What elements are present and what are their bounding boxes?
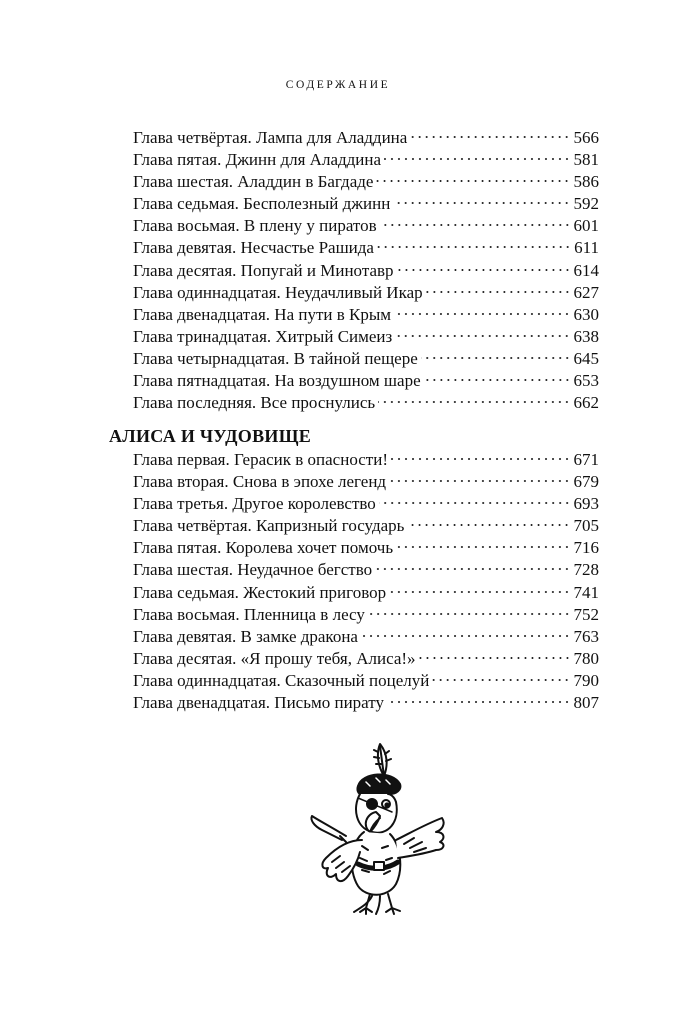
toc-entry-title: Глава шестая. Неудачное бегство — [133, 560, 373, 580]
toc-entry-page: 693 — [573, 494, 599, 514]
toc-entry — [133, 493, 599, 515]
toc-entry-title: Глава тринадцатая. Хитрый Симеиз — [133, 326, 393, 346]
toc-list-part2 — [133, 449, 599, 714]
toc-entry — [133, 559, 599, 581]
toc-entry-title: Глава первая. Герасик в опасности! — [133, 450, 388, 469]
toc-entry — [133, 582, 599, 604]
toc-entry-title: Глава десятая. «Я прошу тебя, Алиса!» — [133, 648, 416, 668]
toc-entry — [133, 392, 599, 414]
toc-entry-title: Глава восьмая. В плену у пиратов — [133, 216, 377, 236]
toc-entry-page: 752 — [573, 604, 599, 624]
toc-entry-page: 630 — [573, 304, 599, 324]
toc-entry-page: 763 — [573, 626, 599, 646]
toc-entry — [133, 304, 599, 326]
toc-leader-dots — [393, 201, 570, 205]
toc-entry-title: Глава пятнадцатая. На воздушном шаре — [133, 371, 421, 391]
toc-leader-dots — [361, 634, 571, 638]
toc-entry — [133, 260, 599, 282]
toc-entry-page: 566 — [573, 128, 599, 147]
toc-entry-page: 581 — [573, 150, 599, 170]
toc-entry-title: Глава двенадцатая. На пути в Крым — [133, 304, 392, 324]
toc-leader-dots — [410, 135, 570, 139]
toc-leader-dots — [396, 545, 570, 549]
toc-entry-page: 741 — [573, 582, 599, 602]
toc-entry-page: 653 — [573, 371, 599, 391]
toc-leader-dots — [419, 656, 571, 660]
toc-entry — [133, 326, 599, 348]
toc-leader-dots — [377, 245, 571, 249]
toc-entry — [133, 604, 599, 626]
toc-leader-dots — [391, 457, 571, 461]
toc-leader-dots — [432, 678, 570, 682]
toc-list-part1 — [133, 127, 599, 414]
toc-entry — [133, 471, 599, 493]
toc-entry-title: Глава десятая. Попугай и Минотавр — [133, 260, 394, 280]
toc-entry — [133, 537, 599, 559]
toc-entry-title: Глава вторая. Снова в эпохе легенд — [133, 472, 387, 492]
toc-leader-dots — [368, 612, 571, 616]
toc-leader-dots — [380, 223, 571, 227]
toc-entry-title: Глава четвёртая. Лампа для Аладдина — [133, 128, 408, 147]
toc-leader-dots — [378, 400, 570, 404]
toc-entry-title: Глава двенадцатая. Письмо пирату — [133, 693, 384, 713]
toc-entry-title: Глава седьмая. Бесполезный джинн — [133, 194, 391, 214]
toc-entry-title: Глава одиннадцатая. Неудачливый Икар — [133, 282, 423, 302]
toc-entry — [133, 348, 599, 370]
toc-entry-page: 614 — [573, 260, 599, 280]
toc-entry-title: Глава девятая. Несчастье Рашида — [133, 238, 374, 258]
toc-entry-title: Глава шестая. Аладдин в Багдаде — [133, 172, 374, 192]
toc-entry — [133, 692, 599, 714]
toc-entry-page: 679 — [573, 472, 599, 492]
toc-entry — [133, 149, 599, 171]
toc-entry-title: Глава пятая. Королева хочет помочь — [133, 538, 394, 558]
toc-entry-title: Глава седьмая. Жестокий приговор — [133, 582, 387, 602]
toc-entry — [133, 193, 599, 215]
toc-entry-page: 601 — [573, 216, 599, 236]
toc-leader-dots — [389, 590, 570, 594]
toc-entry-page: 645 — [573, 348, 599, 368]
toc-leader-dots — [407, 523, 570, 527]
toc-entry — [133, 127, 599, 149]
toc-leader-dots — [421, 356, 571, 360]
toc-entry-page: 780 — [573, 648, 599, 668]
toc-entry — [133, 626, 599, 648]
toc-entry-page: 790 — [573, 670, 599, 690]
toc-entry-page: 627 — [573, 282, 599, 302]
toc-leader-dots — [395, 334, 570, 338]
toc-entry — [133, 237, 599, 259]
toc-entry-title: Глава одиннадцатая. Сказочный поцелуй — [133, 670, 430, 690]
toc-entry — [133, 449, 599, 471]
toc-leader-dots — [375, 567, 570, 571]
toc-entry — [133, 515, 599, 537]
toc-leader-dots — [376, 179, 570, 183]
toc-entry-title: Глава восьмая. Пленница в лесу — [133, 604, 365, 624]
toc-leader-dots — [384, 157, 570, 161]
toc-entry-title: Глава четвёртая. Капризный государь — [133, 516, 405, 536]
toc-leader-dots — [397, 268, 571, 272]
toc-entry-page: 638 — [573, 326, 599, 346]
toc-entry-page: 807 — [573, 693, 599, 713]
toc-entry — [133, 670, 599, 692]
toc-leader-dots — [394, 312, 570, 316]
toc-leader-dots — [379, 501, 571, 505]
toc-entry-title: Глава пятая. Джинн для Аладдина — [133, 150, 382, 170]
toc-entry-title: Глава девятая. В замке дракона — [133, 626, 358, 646]
toc-entry-page: 716 — [573, 538, 599, 558]
toc-entry — [133, 215, 599, 237]
toc-entry-page: 671 — [573, 450, 599, 469]
toc-entry-page: 611 — [574, 238, 599, 258]
running-head: СОДЕРЖАНИЕ — [285, 79, 391, 91]
toc-entry-page: 586 — [573, 172, 599, 192]
toc-entry-page: 728 — [573, 560, 599, 580]
toc-entry — [133, 171, 599, 193]
parrot-pirate-icon — [296, 736, 456, 916]
toc-entry — [133, 282, 599, 304]
toc-leader-dots — [387, 700, 571, 704]
section-title: АЛИСА И ЧУДОВИЩЕ — [109, 426, 312, 446]
toc-entry-title: Глава четырнадцатая. В тайной пещере — [133, 348, 418, 368]
toc-entry — [133, 370, 599, 392]
toc-entry-page: 705 — [573, 516, 599, 536]
toc-leader-dots — [389, 479, 570, 483]
toc-entry-page: 592 — [573, 194, 599, 214]
toc-leader-dots — [424, 378, 571, 382]
toc-entry — [133, 648, 599, 670]
toc-entry-title: Глава третья. Другое королевство — [133, 494, 376, 514]
toc-entry-title: Глава последняя. Все проснулись — [133, 393, 376, 413]
toc-leader-dots — [426, 290, 571, 294]
toc-entry-page: 662 — [573, 393, 599, 413]
